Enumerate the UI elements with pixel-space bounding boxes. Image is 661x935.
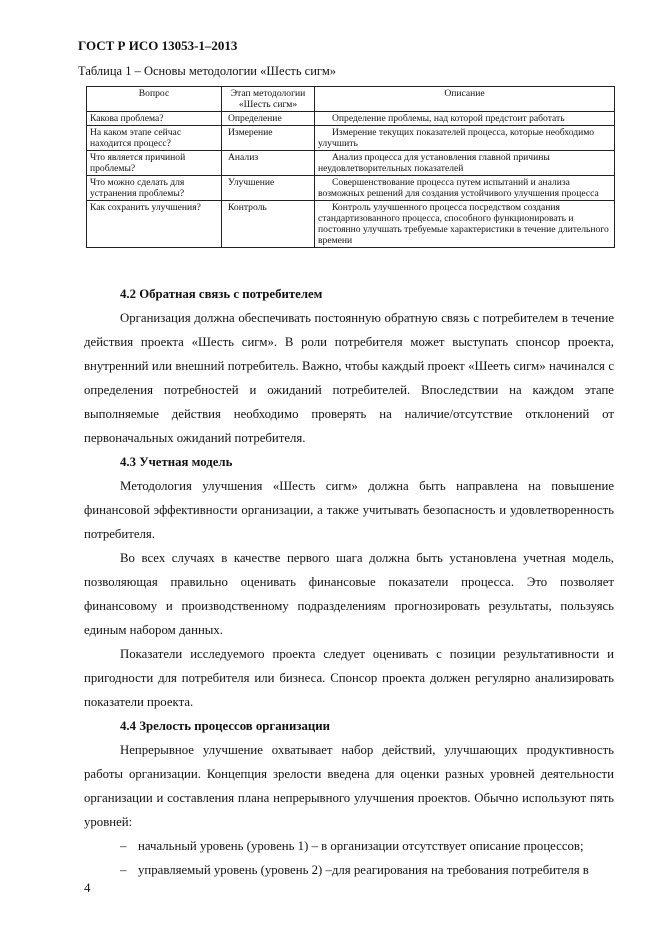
table-cell: На каком этапе сейчас находится процесс? xyxy=(87,126,222,151)
table-cell: Измерение текущих показателей процесса, которые необходимо улучшить xyxy=(315,126,615,151)
paragraph: Показатели исследуемого проекта следует оценивать с позиции результативности и пригодности для потребителя или бизнеса. Спонсор проекта должен регулярно анализировать показатели проекта. xyxy=(84,647,614,709)
paragraph: Методология улучшения «Шесть сигм» должна быть направлена на повышение финансовой эффективности организации, а также учитывать безопасность и удовлетворенность потребителя. xyxy=(84,479,614,541)
table-row xyxy=(87,112,615,126)
table-cell: Определение проблемы, над которой предстоит работать xyxy=(315,112,615,126)
section-heading: 4.2 Обратная связь с потребителем xyxy=(120,287,323,301)
table-cell: Какова проблема? xyxy=(87,112,222,126)
list-item: – начальный уровень (уровень 1) – в организации отсутствует описание процессов; xyxy=(120,839,584,853)
body-text xyxy=(84,282,614,882)
table-cell: Совершенствование процесса путем испытаний и анализа возможных решений для создания устойчивого улучшения процесса xyxy=(315,176,615,201)
table-cell: Как сохранить улучшения? xyxy=(87,201,222,248)
paragraph: Во всех случаях в качестве первого шага должна быть установлена учетная модель, позволяющая правильно оценивать финансовые показатели процесса. Это позволяет финансовому и производственному подразделениям прогнозировать результаты, пользуясь единым набором данных. xyxy=(84,551,614,637)
section-heading: 4.4 Зрелость процессов организации xyxy=(120,719,331,733)
table-cell: Контроль xyxy=(222,201,315,248)
table-cell: Контроль улучшенного процесса посредством создания стандартизованного процесса, способного функционировать и постоянно улучшать требуемые характеристики в течение длительного времени xyxy=(315,201,615,248)
table-cell: Анализ процесса для установления главной причины неудовлетворительных показателей xyxy=(315,151,615,176)
table-row xyxy=(87,126,615,151)
table-caption: Таблица 1 – Основы методологии «Шесть сигм» xyxy=(78,64,337,78)
column-header: Вопрос xyxy=(87,87,222,112)
list-item: – управляемый уровень (уровень 2) –для реагирования на требования потребителя в xyxy=(120,863,589,877)
paragraph: Организация должна обеспечивать постоянную обратную связь с потребителем в течение действия проекта «Шесть сигм». В роли потребителя может выступать спонсор проекта, внутренний или внешний потребитель. Важно, чтобы каждый проект «Шееть сигм» начинался с определения потребностей и ожиданий потребителей. Впоследствии на каждом этапе выполняемые действия необходимо проверять на наличие/отсутствие отклонений от первоначальных ожиданий потребителя. xyxy=(84,311,614,445)
list-item-text: управляемый уровень (уровень 2) –для реагирования на требования потребителя в xyxy=(138,863,589,877)
table-row xyxy=(87,201,615,248)
paragraph: Непрерывное улучшение охватывает набор действий, улучшающих продуктивность работы организации. Концепция зрелости введена для оценки разных уровней деятельности организации и составления плана непрерывного улучшения проектов. Обычно используют пять уровней: xyxy=(84,743,614,829)
table-row xyxy=(87,151,615,176)
six-sigma-table xyxy=(86,86,615,248)
table-header-row xyxy=(87,87,615,112)
document-header: ГОСТ Р ИСО 13053-1–2013 xyxy=(78,38,238,53)
table-row xyxy=(87,176,615,201)
table-cell: Анализ xyxy=(222,151,315,176)
section-heading: 4.3 Учетная модель xyxy=(120,455,233,469)
table-cell: Определение xyxy=(222,112,315,126)
column-header: Описание xyxy=(315,87,615,112)
table-cell: Что является причиной проблемы? xyxy=(87,151,222,176)
page-number: 4 xyxy=(84,880,91,895)
table-cell: Что можно сделать для устранения проблемы? xyxy=(87,176,222,201)
table-cell: Улучшение xyxy=(222,176,315,201)
column-header: Этап методологии «Шесть сигм» xyxy=(222,87,315,112)
table-cell: Измерение xyxy=(222,126,315,151)
list-item-text: начальный уровень (уровень 1) – в организации отсутствует описание процессов; xyxy=(138,839,584,853)
